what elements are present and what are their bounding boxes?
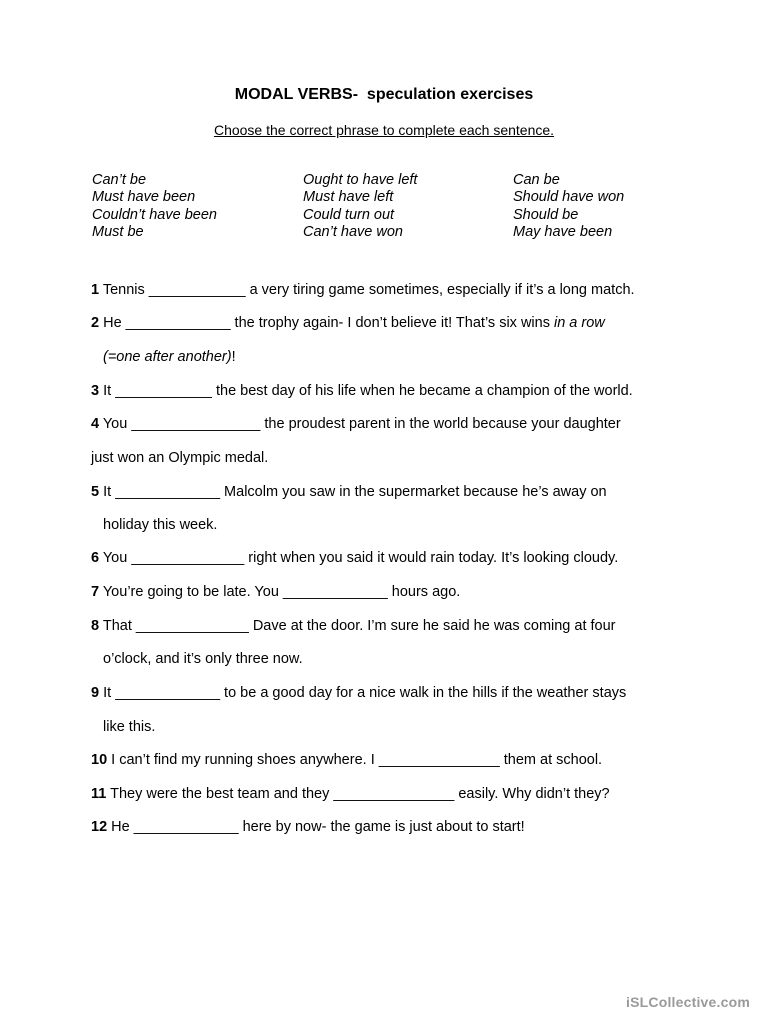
option-phrase: Should have won [513, 189, 625, 206]
question-12 [91, 818, 525, 836]
option-phrase: Should be [513, 206, 579, 223]
question-number: 11 [91, 786, 107, 802]
option-phrase: Can’t be [92, 172, 147, 188]
options-column-1 [92, 172, 302, 241]
question-text: like this. [103, 719, 156, 735]
question-10 [91, 751, 602, 769]
question-text: holiday this week. [103, 517, 218, 533]
question-number: 10 [91, 752, 108, 768]
question-text: It _____________ to be a good day for a nice walk in the hills if the weather stays [99, 685, 627, 701]
question-text: It ____________ the best day of his life when he became a champion of the world. [99, 383, 633, 399]
question-5 [91, 483, 607, 501]
question-9-continued [103, 718, 155, 736]
question-text: They were the best team and they _______________ easily. Why didn’t they? [106, 786, 610, 802]
page-title: MODAL VERBS- speculation exercises [234, 86, 534, 103]
question-8 [91, 617, 616, 635]
option-phrase: Can be [513, 172, 560, 188]
question-number: 3 [91, 383, 100, 399]
question-text: He _____________ here by now- the game is just about to start! [107, 819, 525, 835]
question-2-continued [103, 348, 236, 366]
question-text: just won an Olympic medal. [91, 450, 269, 466]
option-phrase: Can’t have won [303, 223, 403, 240]
question-number: 6 [91, 550, 100, 566]
question-number: 2 [91, 315, 100, 331]
question-number: 7 [91, 584, 100, 600]
question-text: You’re going to be late. You _____________ hours ago. [99, 584, 461, 600]
question-4-continued [91, 449, 268, 467]
question-text-italic: (=one after another) [103, 349, 232, 365]
question-text: It _____________ Malcolm you saw in the supermarket because he’s away on [99, 484, 607, 500]
question-number: 12 [91, 819, 108, 835]
question-text: I can’t find my running shoes anywhere. I _______________ them at school. [107, 752, 603, 768]
question-text-italic: in a row [553, 315, 605, 331]
question-3 [91, 382, 633, 400]
question-text: o’clock, and it’s only three now. [103, 651, 303, 667]
options-column-3 [513, 172, 723, 241]
question-number: 4 [91, 416, 100, 432]
option-phrase: Must have left [303, 189, 394, 206]
option-phrase: Could turn out [303, 206, 395, 223]
question-1 [91, 281, 635, 299]
option-phrase: Must be [92, 223, 144, 240]
question-text: You ________________ the proudest parent in the world because your daughter [99, 416, 621, 432]
option-phrase: May have been [513, 223, 613, 240]
question-text: He _____________ the trophy again- I don’t believe it! That’s six wins [99, 315, 554, 331]
watermark: iSLCollective.com [626, 994, 750, 1010]
question-8-continued [103, 650, 303, 668]
question-5-continued [103, 516, 217, 534]
question-2 [91, 314, 605, 332]
option-phrase: Must have been [92, 189, 196, 206]
option-phrase: Couldn’t have been [92, 206, 217, 223]
question-text: You ______________ right when you said it would rain today. It’s looking cloudy. [99, 550, 619, 566]
question-4 [91, 415, 621, 433]
question-number: 9 [91, 685, 100, 701]
instructions: Choose the correct phrase to complete each sentence. [213, 122, 555, 138]
question-text: That ______________ Dave at the door. I’m sure he said he was coming at four [99, 618, 616, 634]
question-number: 5 [91, 484, 100, 500]
question-6 [91, 549, 618, 567]
question-text: ! [231, 349, 236, 365]
options-column-2 [303, 172, 513, 241]
question-number: 1 [91, 282, 100, 298]
question-11 [91, 785, 610, 803]
question-text: Tennis ____________ a very tiring game sometimes, especially if it’s a long match. [99, 282, 635, 298]
question-number: 8 [91, 618, 100, 634]
option-phrase: Ought to have left [303, 172, 418, 188]
question-9 [91, 684, 626, 702]
question-7 [91, 583, 460, 601]
